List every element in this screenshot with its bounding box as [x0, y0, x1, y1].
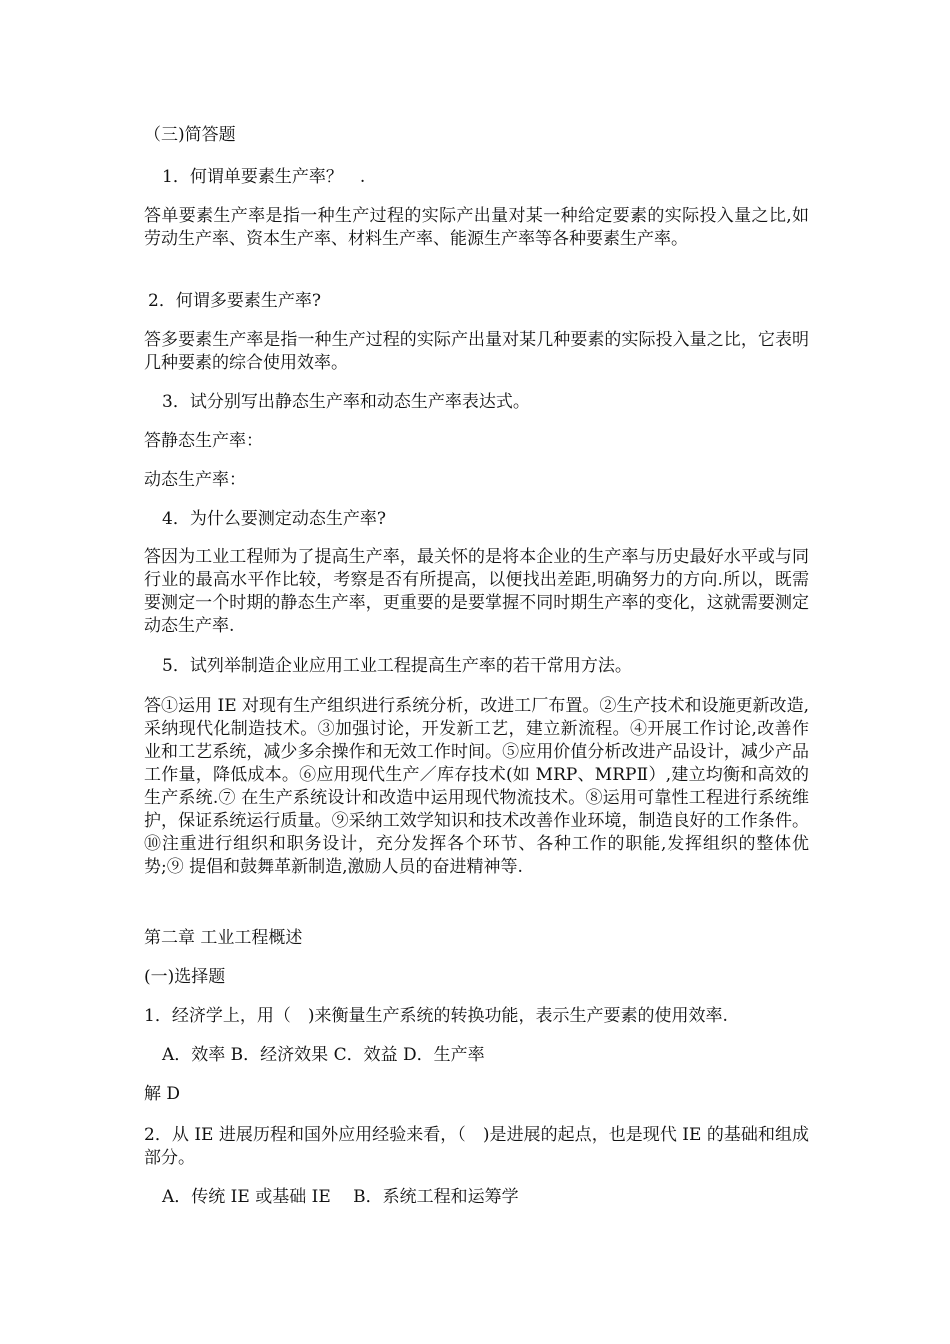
mc-answer-1: 解 D [144, 1084, 181, 1104]
chapter-heading: 第二章 工业工程概述 [144, 928, 303, 948]
answer-1: 答单要素生产率是指一种生产过程的实际产出量对某一种给定要素的实际投入量之比,如劳动生产率、资本生产率、材料生产率、能源生产率等各种要素生产率。 [144, 206, 809, 249]
answer-4: 答因为工业工程师为了提高生产率，最关怀的是将本企业的生产率与历史最好水平或与同行业的最高水平作比较，考察是否有所提高，以便找出差距,明确努力的方向.所以，既需要测定一个时期的静态生产率，更重要的是要掌握不同时期生产率的变化，这就需要测定动态生产率. [144, 547, 809, 636]
mc-options-1: A．效率 B．经济效果 C．效益 D．生产率 [162, 1045, 485, 1065]
answer-3-dynamic: 动态生产率： [144, 470, 246, 490]
mc-question-1: 1．经济学上，用（ )来衡量生产系统的转换功能，表示生产要素的使用效率. [144, 1006, 728, 1026]
answer-3-static: 答静态生产率： [144, 431, 263, 451]
answer-5: 答①运用 IE 对现有生产组织进行系统分析，改进工厂布置。②生产技术和设施更新改造,采纳现代化制造技术。③加强讨论，开发新工艺，建立新流程。④开展工作讨论,改善作业和工艺系统，减少多余操作和无效工作时间。⑤应用价值分析改进产品设计，减少产品工作量，降低成本。⑥应用现代生产／库存技术(如 MRP、MRPⅡ）,建立均衡和高效的生产系统.⑦ 在生产系统设计和改造中运用现代物流技术。⑧运用可靠性工程进行系统维护，保证系统运行质量。⑨采纳工效学知识和技术改善作业环境，制造良好的工作条件。⑩注重进行组织和职务设计，充分发挥各个环节、各种工作的职能,发挥组织的整体优势;⑨ 提倡和鼓舞革新制造,激励人员的奋进精神等. [144, 696, 809, 877]
question-4: 4．为什么要测定动态生产率? [162, 509, 386, 529]
question-1: 1．何谓单要素生产率？ . [162, 167, 366, 187]
mc-question-2: 2．从 IE 进展历程和国外应用经验来看，（ )是进展的起点，也是现代 IE 的基础和组成部分。 [144, 1125, 809, 1168]
question-2: 2．何谓多要素生产率? [148, 291, 321, 311]
section-heading-short-answer: （三)简答题 [144, 125, 236, 145]
question-5: 5．试列举制造企业应用工业工程提高生产率的若干常用方法。 [162, 656, 632, 676]
question-3: 3．试分别写出静态生产率和动态生产率表达式。 [162, 392, 530, 412]
mc-options-2: A．传统 IE 或基础 IE B．系统工程和运筹学 [162, 1187, 519, 1207]
section-heading-multiple-choice: (一)选择题 [144, 967, 226, 987]
answer-2: 答多要素生产率是指一种生产过程的实际产出量对某几种要素的实际投入量之比，它表明几种要素的综合使用效率。 [144, 330, 809, 373]
